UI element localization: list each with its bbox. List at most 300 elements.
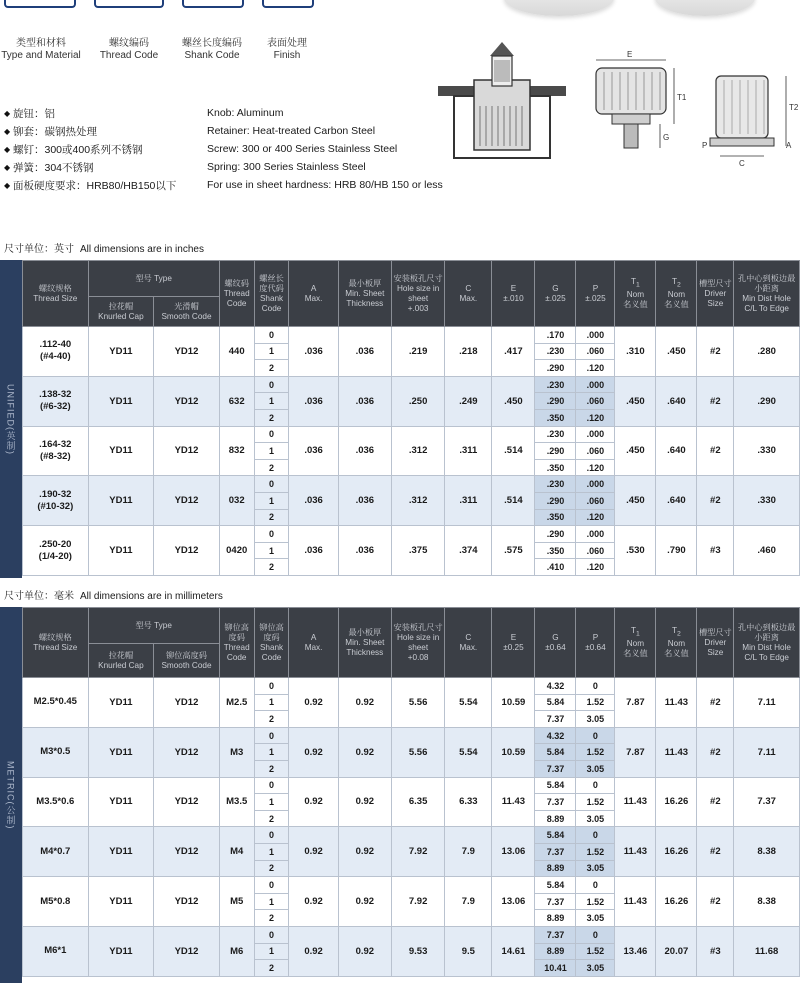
hole-size: .312 [391,426,444,476]
hole-size: .312 [391,476,444,526]
thread-size: M5*0.8 [40,895,71,907]
p-value: .060 [576,542,615,559]
col-e: E ±.010 [492,261,535,327]
shank-code: 0 [254,777,289,794]
thread-code: M3 [219,727,254,777]
pn-label-type: 类型和材料 Type and Material [1,38,81,61]
a-max: .036 [289,426,338,476]
thread-size-cell [23,777,89,827]
p-value: .000 [576,426,615,443]
t2-value: 16.26 [656,877,697,927]
col-knurled: 拉花帽 Knurled Cap [88,297,154,327]
thread-size-cell [23,526,89,576]
t2-value: .640 [656,426,697,476]
metric-dimension-table [22,607,800,977]
knob-photo-left [504,0,614,16]
shank-code: 1 [254,794,289,811]
col-shank-code: 螺丝长度代码 Shank Code [254,261,289,327]
pn-label-shank: 螺丝长度编码 Shank Code [182,38,242,61]
smooth-part: YD12 [154,376,220,426]
bullet-icon: ◆ [4,126,11,136]
e-value: 10.59 [492,727,535,777]
hole-size: .219 [391,327,444,377]
driver-size: #2 [697,877,734,927]
col-t1: $T_1$ Nom 名义值 [615,608,656,678]
smooth-part: YD12 [154,827,220,877]
thread-size-alt: (1/4-20) [38,550,72,562]
thread-size-cell [23,678,89,728]
thread-code: M4 [219,827,254,877]
col-p: P ±.025 [576,261,615,327]
g-value: 8.89 [535,860,576,877]
shank-code: 2 [254,360,289,377]
driver-size: #2 [697,327,734,377]
g-value: .290 [535,393,576,410]
p-value: 0 [576,827,615,844]
t1-value: 11.43 [615,777,656,827]
a-max: 0.92 [289,777,338,827]
p-value: .120 [576,459,615,476]
table-row [23,426,800,443]
min-sheet: .036 [338,476,391,526]
t2-value: 20.07 [656,926,697,976]
shank-code: 0 [254,376,289,393]
t2-value: 16.26 [656,827,697,877]
a-max: .036 [289,376,338,426]
driver-size: #2 [697,727,734,777]
spec-row: ◆ 铆套：碳钢热处理 Retainer: Heat-treated Carbon Steel [4,125,376,138]
inch-side-label: UNIFIED(英制) [0,260,22,578]
g-value: .410 [535,559,576,576]
thread-size-cell [23,376,89,426]
thread-size-cell [23,426,89,476]
g-value: .290 [535,360,576,377]
pn-box-thread [94,0,164,8]
spec-row: ◆ 旋钮：铝 Knob: Aluminum [4,107,284,120]
thread-size: M4*0.7 [40,845,71,857]
spec-row: ◆ 面板硬度要求：HRB80/HB150以下 For use in sheet hardness: HRB 80/HB 150 or less [4,179,443,192]
col-min-sheet: 最小板厚 Min. Sheet Thickness [338,608,391,678]
p-value: 3.05 [576,760,615,777]
inch-units-note: 尺寸单位：英寸 All dimensions are in inches [4,244,204,255]
e-value: 10.59 [492,678,535,728]
e-value: .417 [492,327,535,377]
p-value: 3.05 [576,960,615,977]
table-row [23,777,800,794]
shank-code: 0 [254,727,289,744]
t1-value: .530 [615,526,656,576]
col-t1: $T_1$ Nom 名义值 [615,261,656,327]
pn-label-thread: 螺纹编码 Thread Code [99,38,159,61]
svg-text:G: G [663,133,670,142]
thread-size: M3*0.5 [40,746,71,758]
edge-distance: 7.11 [734,678,800,728]
p-value: 1.52 [576,893,615,910]
p-value: .000 [576,476,615,493]
col-e: E ±0.25 [492,608,535,678]
col-g: G ±0.64 [535,608,576,678]
smooth-part: YD12 [154,426,220,476]
thread-code: 440 [219,327,254,377]
pn-box-shank [182,0,244,8]
t2-value: .450 [656,327,697,377]
shank-code: 0 [254,678,289,695]
svg-text:A: A [786,141,792,150]
t2-value: 11.43 [656,678,697,728]
col-a: A Max. [289,261,338,327]
g-value: 4.32 [535,727,576,744]
thread-size: .164-32 [39,438,72,450]
knurled-part: YD11 [88,777,154,827]
shank-code: 1 [254,694,289,711]
thread-code: M2.5 [219,678,254,728]
col-knurled: 拉花帽 Knurled Cap [88,644,154,678]
bullet-icon: ◆ [4,180,11,190]
g-value: .290 [535,492,576,509]
col-edge: 孔中心到板边最小距离 Min Dist Hole C/L To Edge [734,608,800,678]
edge-distance: .330 [734,426,800,476]
e-value: .514 [492,476,535,526]
thread-size: M3.5*0.6 [36,795,75,807]
pn-box-type [4,0,76,8]
t2-value: .790 [656,526,697,576]
e-value: 13.06 [492,877,535,927]
t1-value: 7.87 [615,727,656,777]
knurled-part: YD11 [88,476,154,526]
col-hole: 安装板孔尺寸 Hole size in sheet +.003 [391,261,444,327]
p-value: .060 [576,443,615,460]
shank-code: 2 [254,711,289,728]
col-t2: $T_2$ Nom 名义值 [656,261,697,327]
t1-value: .450 [615,426,656,476]
edge-distance: 7.37 [734,777,800,827]
edge-distance: .460 [734,526,800,576]
col-shank-code: 铆位高度码 Shank Code [254,608,289,678]
shank-code: 1 [254,893,289,910]
svg-text:E: E [627,50,633,59]
g-value: .350 [535,459,576,476]
e-value: .450 [492,376,535,426]
g-value: 7.37 [535,760,576,777]
col-g: G ±.025 [535,261,576,327]
t2-value: .640 [656,376,697,426]
svg-text:P: P [702,141,708,150]
min-sheet: .036 [338,376,391,426]
t2-value: 11.43 [656,727,697,777]
edge-distance: .280 [734,327,800,377]
smooth-part: YD12 [154,727,220,777]
g-value: 5.84 [535,744,576,761]
driver-size: #2 [697,426,734,476]
shank-code: 2 [254,459,289,476]
g-value: 7.37 [535,843,576,860]
g-value: .230 [535,476,576,493]
shank-code: 1 [254,443,289,460]
p-value: 0 [576,926,615,943]
metric-units-note: 尺寸单位：毫米 All dimensions are in millimeters [4,591,223,602]
p-value: 1.52 [576,744,615,761]
driver-size: #2 [697,476,734,526]
shank-code: 2 [254,760,289,777]
knurled-part: YD11 [88,727,154,777]
g-value: 8.89 [535,910,576,927]
hole-size: .375 [391,526,444,576]
g-value: 7.37 [535,794,576,811]
smooth-part: YD12 [154,476,220,526]
c-max: 5.54 [445,727,492,777]
col-thread-code: 螺纹码 Thread Code [219,261,254,327]
thread-size-alt: (#4-40) [39,351,71,363]
thread-size: M6*1 [44,945,67,957]
col-hole: 安装板孔尺寸 Hole size in sheet +0.08 [391,608,444,678]
p-value: 1.52 [576,943,615,960]
c-max: .374 [445,526,492,576]
smooth-part: YD12 [154,678,220,728]
g-value: .230 [535,343,576,360]
col-type: 型号 Type [88,261,219,297]
technical-drawing [434,40,800,180]
a-max: 0.92 [289,926,338,976]
g-value: .350 [535,542,576,559]
shank-code: 0 [254,877,289,894]
thread-size: .112-40 [39,339,72,351]
g-value: .290 [535,443,576,460]
t1-value: .450 [615,476,656,526]
knurled-part: YD11 [88,376,154,426]
driver-size: #2 [697,777,734,827]
e-value: 14.61 [492,926,535,976]
a-max: .036 [289,476,338,526]
g-value: 8.89 [535,810,576,827]
thread-size: .190-32 [39,488,72,500]
g-value: 7.37 [535,711,576,728]
p-value: 0 [576,678,615,695]
p-value: .000 [576,526,615,543]
metric-table-wrap [0,607,800,983]
spec-list [4,104,474,194]
svg-text:T2: T2 [789,103,799,112]
edge-distance: .290 [734,376,800,426]
a-max: .036 [289,327,338,377]
thread-code: 0420 [219,526,254,576]
min-sheet: .036 [338,426,391,476]
knurled-part: YD11 [88,877,154,927]
thread-size-alt: (#6-32) [39,401,71,413]
p-value: 3.05 [576,711,615,728]
table-row [23,327,800,344]
col-edge: 孔中心到板边最小距离 Min Dist Hole C/L To Edge [734,261,800,327]
shank-code: 1 [254,343,289,360]
shank-code: 2 [254,409,289,426]
driver-size: #2 [697,678,734,728]
installed-side-drawing [702,76,799,168]
p-value: .060 [576,492,615,509]
thread-code: 832 [219,426,254,476]
col-c: C Max. [445,608,492,678]
shank-code: 1 [254,744,289,761]
t1-value: 13.46 [615,926,656,976]
shank-code: 2 [254,910,289,927]
pn-box-finish [262,0,314,8]
p-value: 3.05 [576,810,615,827]
knurled-part: YD11 [88,327,154,377]
p-value: .060 [576,393,615,410]
a-max: 0.92 [289,877,338,927]
p-value: 3.05 [576,860,615,877]
p-value: 0 [576,777,615,794]
min-sheet: 0.92 [338,827,391,877]
spec-row: ◆ 螺钉：300或400系列不锈钢 Screw: 300 or 400 Series Stainless Steel [4,143,398,156]
t1-value: 11.43 [615,827,656,877]
g-value: 5.84 [535,777,576,794]
t1-value: .310 [615,327,656,377]
p-value: 1.52 [576,794,615,811]
min-sheet: 0.92 [338,678,391,728]
knurled-part: YD11 [88,926,154,976]
hole-size: 5.56 [391,727,444,777]
col-t2: $T_2$ Nom 名义值 [656,608,697,678]
shank-code: 1 [254,393,289,410]
p-value: .120 [576,559,615,576]
p-value: .120 [576,409,615,426]
shank-code: 1 [254,843,289,860]
g-value: .350 [535,409,576,426]
e-value: 13.06 [492,827,535,877]
shank-code: 2 [254,960,289,977]
g-value: 8.89 [535,943,576,960]
smooth-part: YD12 [154,777,220,827]
shank-code: 2 [254,860,289,877]
min-sheet: .036 [338,526,391,576]
g-value: .170 [535,327,576,344]
c-max: 6.33 [445,777,492,827]
g-value: 10.41 [535,960,576,977]
e-value: .575 [492,526,535,576]
col-smooth: 铆位高度码 Smooth Code [154,644,220,678]
edge-distance: 7.11 [734,727,800,777]
hole-size: 7.92 [391,827,444,877]
c-max: 7.9 [445,827,492,877]
e-value: .514 [492,426,535,476]
thread-size-cell [23,727,89,777]
col-a: A Max. [289,608,338,678]
t2-value: 16.26 [656,777,697,827]
p-value: .060 [576,343,615,360]
shank-code: 2 [254,509,289,526]
p-value: 1.52 [576,694,615,711]
g-value: 7.37 [535,926,576,943]
thread-size-cell [23,926,89,976]
smooth-part: YD12 [154,877,220,927]
spec-row: ◆ 弹簧：304不锈钢 Spring: 300 Series Stainless Steel [4,161,366,174]
g-value: .230 [535,426,576,443]
shank-code: 2 [254,559,289,576]
shank-code: 1 [254,542,289,559]
min-sheet: 0.92 [338,877,391,927]
p-value: 0 [576,727,615,744]
p-value: .000 [576,327,615,344]
knurled-part: YD11 [88,526,154,576]
hole-size: .250 [391,376,444,426]
knurled-part: YD11 [88,827,154,877]
knurled-part: YD11 [88,678,154,728]
p-value: 0 [576,877,615,894]
g-value: 4.32 [535,678,576,695]
driver-size: #2 [697,827,734,877]
edge-distance: 11.68 [734,926,800,976]
col-c: C Max. [445,261,492,327]
p-value: .120 [576,360,615,377]
min-sheet: 0.92 [338,777,391,827]
thread-size-cell [23,827,89,877]
driver-size: #3 [697,526,734,576]
c-max: 9.5 [445,926,492,976]
col-driver: 槽型尺寸 Driver Size [697,608,734,678]
p-value: .120 [576,509,615,526]
table-row [23,376,800,393]
min-sheet: .036 [338,327,391,377]
min-sheet: 0.92 [338,926,391,976]
thread-size-alt: (#8-32) [39,450,71,462]
bullet-icon: ◆ [4,144,11,154]
p-value: .000 [576,376,615,393]
shank-code: 1 [254,492,289,509]
pn-label-finish: 表面处理 Finish [267,38,307,61]
col-p: P ±0.64 [576,608,615,678]
table-row [23,476,800,493]
a-max: 0.92 [289,827,338,877]
g-value: .230 [535,376,576,393]
thread-size: M2.5*0.45 [33,696,77,708]
shank-code: 0 [254,327,289,344]
bullet-icon: ◆ [4,162,11,172]
table-row [23,877,800,894]
c-max: .311 [445,476,492,526]
shank-code: 0 [254,476,289,493]
e-value: 11.43 [492,777,535,827]
thread-code: M3.5 [219,777,254,827]
t1-value: 7.87 [615,678,656,728]
a-max: 0.92 [289,678,338,728]
col-driver: 槽型尺寸 Driver Size [697,261,734,327]
thread-size-cell [23,877,89,927]
shank-code: 2 [254,810,289,827]
c-max: 5.54 [445,678,492,728]
c-max: .311 [445,426,492,476]
table-row [23,926,800,943]
edge-distance: 8.38 [734,877,800,927]
inch-table-wrap [0,260,800,578]
table-row [23,678,800,695]
p-value: 1.52 [576,843,615,860]
hole-size: 5.56 [391,678,444,728]
thread-size-cell [23,327,89,377]
col-thread-code: 铆位高度码 Thread Code [219,608,254,678]
t2-value: .640 [656,476,697,526]
side-view-drawing [596,50,687,148]
g-value: 7.37 [535,893,576,910]
hole-size: 9.53 [391,926,444,976]
g-value: .290 [535,526,576,543]
bullet-icon: ◆ [4,108,11,118]
g-value: 5.84 [535,694,576,711]
thread-size: .250-20 [39,538,72,550]
table-row [23,526,800,543]
driver-size: #3 [697,926,734,976]
smooth-part: YD12 [154,526,220,576]
thread-size: .138-32 [39,389,72,401]
hole-size: 7.92 [391,877,444,927]
